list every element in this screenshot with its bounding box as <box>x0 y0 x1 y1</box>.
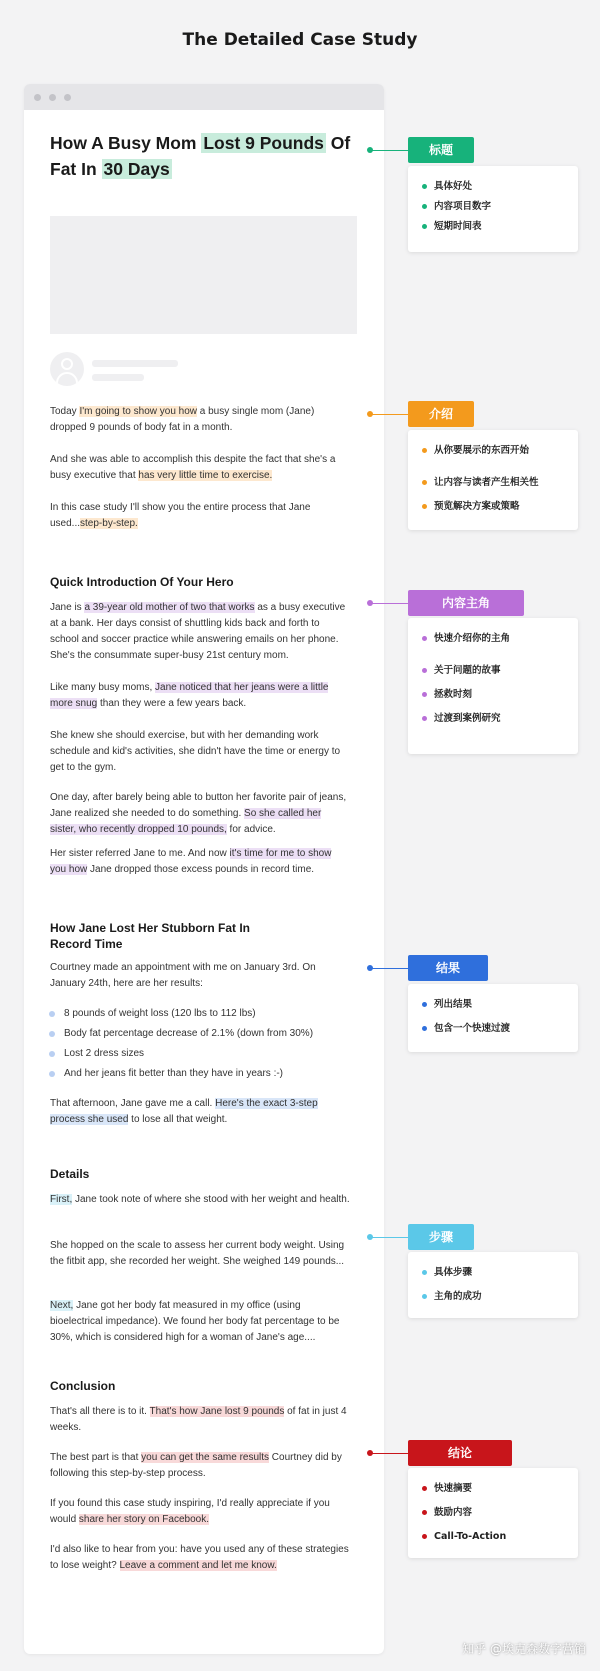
connector-dot <box>367 411 373 417</box>
annotation-item: 过渡到案例研究 <box>422 712 501 726</box>
annotation-note-steps <box>408 1252 578 1318</box>
annotation-item: Call-To-Action <box>422 1530 506 1544</box>
headline-highlight: 30 Days <box>103 159 170 179</box>
connector-line <box>370 150 408 151</box>
watermark: 知乎 @埃克森数字营销 <box>462 1642 586 1656</box>
connector-line <box>370 968 408 969</box>
conclusion-heading: Conclusion <box>50 1379 116 1393</box>
intro-paragraph: In this case study I'll show you the entire process that Jane used...step-by-step. <box>50 502 311 529</box>
headline-highlight: Lost 9 Pounds <box>203 133 324 153</box>
author-placeholder-line <box>92 374 144 381</box>
hero-paragraph: Like many busy moms, Jane noticed that her jeans were a little more snug than they were a few years back. <box>50 682 329 709</box>
avatar <box>50 352 84 386</box>
details-paragraph: She hopped on the scale to assess her current body weight. Using the fitbit app, she recorded her weight. She weighed 149 pounds... <box>50 1240 345 1267</box>
annotation-item: 具体步骤 <box>422 1266 472 1280</box>
annotation-note-hero <box>408 618 578 754</box>
annotation-item: 短期时间表 <box>422 220 482 234</box>
article-headline: How A Busy Mom Lost 9 Pounds Of Fat In 30 Days <box>50 133 351 179</box>
annotation-item: 具体好处 <box>422 180 472 194</box>
conclusion-paragraph: The best part is that you can get the same results Courtney did by following this step-by-step process. <box>50 1452 342 1479</box>
browser-chrome <box>24 84 384 110</box>
connector-line <box>370 414 408 415</box>
results-bullet: 8 pounds of weight loss (120 lbs to 112 lbs) <box>50 1006 256 1022</box>
connector-line <box>370 603 408 604</box>
annotation-item: 从你要展示的东西开始 <box>422 444 529 458</box>
connector-dot <box>367 1450 373 1456</box>
hero-heading: Quick Introduction Of Your Hero <box>50 575 234 589</box>
annotation-item: 关于问题的故事 <box>422 664 501 678</box>
hero-paragraph: Her sister referred Jane to me. And now it's time for me to show you how Jane dropped those excess pounds in record time. <box>50 848 332 875</box>
results-heading: How Jane Lost Her Stubborn Fat In Record Time <box>50 921 251 951</box>
image-placeholder <box>50 216 357 334</box>
annotation-tag-title: 标题 <box>408 137 474 163</box>
connector-dot <box>367 600 373 606</box>
conclusion-paragraph: I'd also like to hear from you: have you used any of these strategies to lose weight? Leave a comment and let me know. <box>50 1544 349 1571</box>
connector-dot <box>367 147 373 153</box>
results-bullet: And her jeans fit better than they have in years :-) <box>50 1066 283 1082</box>
conclusion-paragraph: If you found this case study inspiring, I'd really appreciate if you would share her story on Facebook. <box>50 1498 330 1525</box>
annotation-item: 内容项目数字 <box>422 200 491 214</box>
annotation-item: 列出结果 <box>422 998 472 1012</box>
window-dot <box>49 94 56 101</box>
annotation-item: 预览解决方案或策略 <box>422 500 520 514</box>
connector-line <box>370 1453 408 1454</box>
annotation-item: 拯救时刻 <box>422 688 472 702</box>
window-dot <box>64 94 71 101</box>
connector-dot <box>367 965 373 971</box>
hero-paragraph: Jane is a 39-year old mother of two that works as a busy executive at a bank. Her days consist of shuttling kids back and forth to school and soccer practice while answering emails on her phone. She's the consummate super-busy 21st century mom. <box>50 602 346 661</box>
details-heading: Details <box>50 1167 90 1181</box>
annotation-note-results <box>408 984 578 1052</box>
annotation-note-title <box>408 166 578 252</box>
connector-dot <box>367 1234 373 1240</box>
results-paragraph: That afternoon, Jane gave me a call. Here's the exact 3-step process she used to lose all that weight. <box>50 1098 318 1125</box>
hero-paragraph: She knew she should exercise, but with her demanding work schedule and kid's activities, she didn't have the time or energy to get to the gym. <box>50 730 341 773</box>
annotation-tag-hero: 内容主角 <box>408 590 524 616</box>
window-dot <box>34 94 41 101</box>
author-placeholder-line <box>92 360 178 367</box>
annotation-tag-results: 结果 <box>408 955 488 981</box>
annotation-item: 包含一个快速过渡 <box>422 1022 510 1036</box>
details-paragraph: Next, Jane got her body fat measured in my office (using bioelectrical impedance). We found her body fat percentage to be 30%, which is considered high for a woman of Jane's age.... <box>50 1300 340 1343</box>
results-bullet: Body fat percentage decrease of 2.1% (down from 30%) <box>50 1026 313 1042</box>
page-title: The Detailed Case Study <box>182 30 418 50</box>
annotation-note-intro <box>408 430 578 530</box>
annotation-item: 主角的成功 <box>422 1290 482 1304</box>
annotation-item: 快速介绍你的主角 <box>422 632 510 646</box>
connector-line <box>370 1237 408 1238</box>
annotation-item: 让内容与读者产生相关性 <box>422 476 539 490</box>
intro-paragraph: Today I'm going to show you how a busy single mom (Jane) dropped 9 pounds of body fat in a month. <box>50 406 315 433</box>
annotation-tag-steps: 步骤 <box>408 1224 474 1250</box>
intro-paragraph: And she was able to accomplish this despite the fact that she's a busy executive that has very little time to exercise. <box>50 454 336 481</box>
annotation-note-conclusion <box>408 1468 578 1558</box>
annotation-tag-conclusion: 结论 <box>408 1440 512 1466</box>
article-card <box>24 84 384 1654</box>
conclusion-paragraph: That's all there is to it. That's how Jane lost 9 pounds of fat in just 4 weeks. <box>50 1406 347 1433</box>
details-paragraph: First, Jane took note of where she stood with her weight and health. <box>50 1194 350 1205</box>
results-paragraph: Courtney made an appointment with me on January 3rd. On January 24th, here are her results: <box>50 962 316 989</box>
results-bullet: Lost 2 dress sizes <box>50 1046 144 1062</box>
annotation-item: 快速摘要 <box>422 1482 472 1496</box>
annotation-tag-intro: 介绍 <box>408 401 474 427</box>
hero-paragraph: One day, after barely being able to button her favorite pair of jeans, Jane realized she needed to do something. So she called her sister, who recently dropped 10 pounds, for advice. <box>50 792 347 835</box>
annotation-item: 鼓励内容 <box>422 1506 472 1520</box>
